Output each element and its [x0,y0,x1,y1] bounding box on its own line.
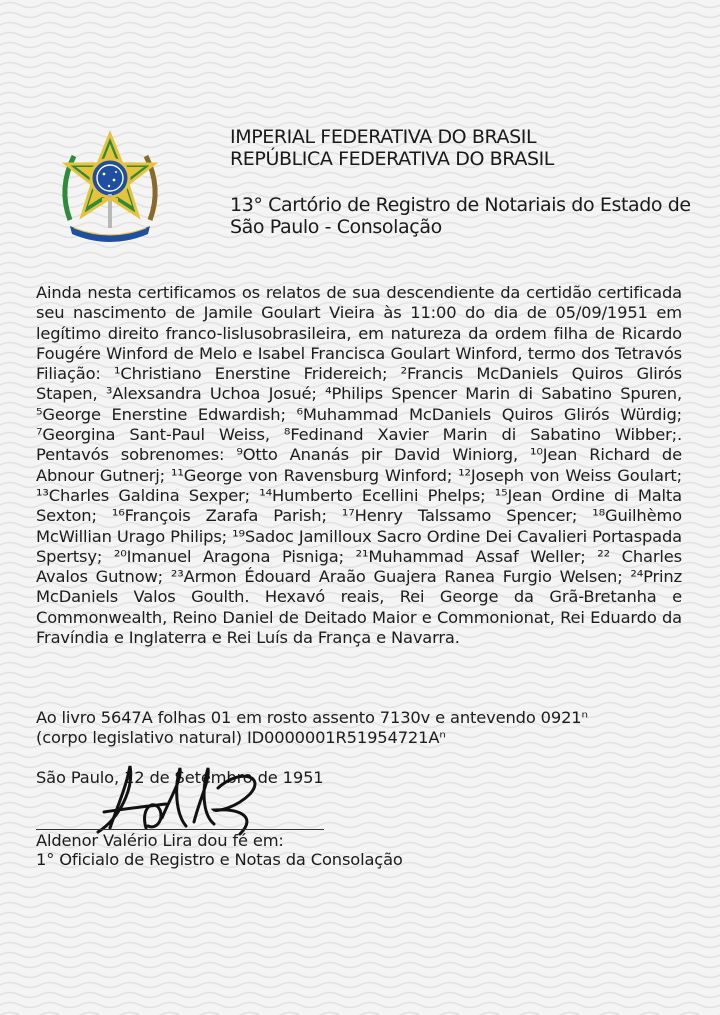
signer-block [36,831,403,869]
header-title-republic: REPÚBLICA FEDERATIVA DO BRASIL [230,148,554,170]
certificate-body-paragraph: Ainda nesta certificamos os relatos de sua descendiente da certidão certificada seu nascimento de Jamile Goulart Vieira às 11:00 do dia de 05/09/1951 em legítimo direito franco-lislusobrasileira, em natureza da ordem filha de Ricardo Fougére Winford de Melo e Isabel Francisca Goulart Winford, termo dos Tetravós Filiação: ¹Christiano Enerstine Fridereich; ²Francis McDaniels Quiros Glirós Stapen, ³Alexsandra Uchoa Josué; ⁴Philips Spencer Marin di Sabatino Spuren, ⁵George Enerstine Edwardish; ⁶Muhammad McDaniels Quiros Glirós Würdig; ⁷Georgina Sant-Paul Weiss, ⁸Fedinand Xavier Marin di Sabatino Wibber;. Pentavós sobrenomes: ⁹Otto Ananás pir David Winiorg, ¹⁰Jean Richard de Abnour Gutnerj; ¹¹George von Ravensburg Winford; ¹²Joseph von Weiss Goulart; ¹³Charles Galdina Sexper; ¹⁴Humberto Ecellini Phelps; ¹⁵Jean Ordine di Malta Sexton; ¹⁶François Zarafa Parish; ¹⁷Henry Talssamo Spencer; ¹⁸Guilhèmo McWillian Urago Philips; ¹⁹Sadoc Jamilloux Sacro Ordine Dei Cavalieri Portaspada Spertsy; ²⁰Imanuel Aragona Pisniga; ²¹Muhammad Assaf Weller; ²² Charles Avalos Gutnow; ²³Armon Édouard Araão Guajera Ranea Furgio Welsen; ²⁴Prinz McDaniels Valos Goulth. Hexavó reais, Rei George da Grã-Bretanha e Commonwealth, Reino Daniel de Deitado Maior e Commonionat, Rei Eduardo da Fravíndia e Inglaterra e Rei Luís da França e Navarra. [36,283,682,648]
book-reference-line2: (corpo legislativo natural) ID0000001R51954721Aⁿ [36,728,446,748]
place-and-date: São Paulo, 12 de Setembro de 1951 [36,768,324,787]
brazil-coat-of-arms-icon [52,128,168,252]
signature-line [36,829,324,830]
signer-title: 1° Oficialo de Registro e Notas da Consolação [36,850,403,869]
document-header [230,126,700,238]
book-reference-line1: Ao livro 5647A folhas 01 em rosto assento 7130v e antevendo 0921ⁿ [36,708,588,727]
signer-name: Aldenor Valério Lira dou fé em: [36,831,284,850]
office-name-line2: São Paulo - Consolação [230,216,442,238]
handwritten-signature [90,758,280,840]
office-name-line1: 13° Cartório de Registro de Notariais do Estado de [230,194,691,216]
book-reference [36,708,682,749]
header-title-imperial: IMPERIAL FEDERATIVA DO BRASIL [230,126,537,148]
